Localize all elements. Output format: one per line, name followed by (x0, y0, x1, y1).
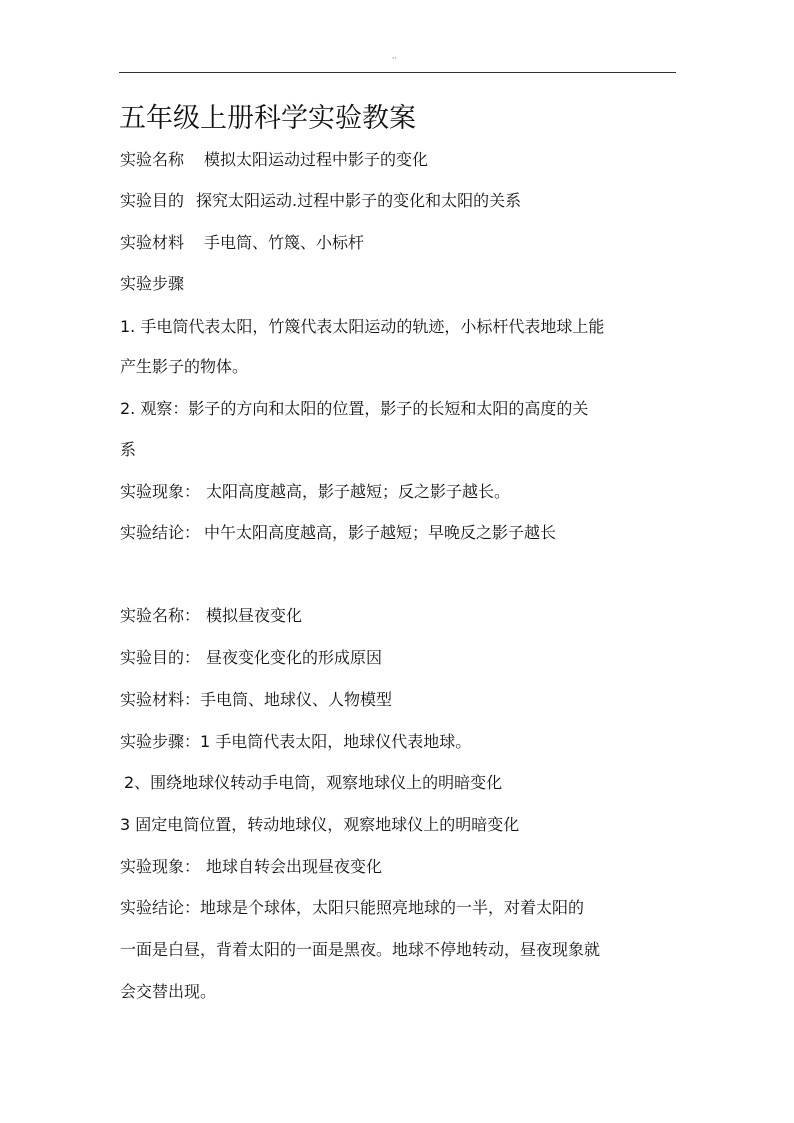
exp2-purpose-line (120, 646, 382, 670)
exp2-steps-label: 实验步骤： (120, 732, 201, 751)
exp1-conclusion-value: 中午太阳高度越高，影子越短；早晚反之影子越长 (204, 523, 557, 542)
exp2-conclusion-line3: 会交替出现。 (120, 982, 217, 1001)
exp2-conclusion-label: 实验结论： (120, 898, 201, 917)
exp2-conclusion-line1 (120, 896, 584, 920)
exp2-step1: 1 手电筒代表太阳，地球仪代表地球。 (200, 732, 472, 751)
page-title: 五年级上册科学实验教案 (119, 103, 416, 134)
exp2-step3: 3 固定电筒位置，转动地球仪，观察地球仪上的明暗变化 (120, 815, 520, 834)
exp1-step1-line2: 产生影子的物体。 (120, 357, 249, 376)
exp2-step2: 2、围绕地球仪转动手电筒，观察地球仪上的明暗变化 (124, 773, 503, 792)
exp1-phenomenon-value: 太阳高度越高，影子越短；反之影子越长。 (206, 482, 511, 501)
exp1-conclusion-line (120, 521, 556, 545)
exp1-step2-line2: 系 (120, 440, 137, 459)
exp2-purpose-value: 昼夜变化变化的形成原因 (206, 648, 383, 667)
exp2-materials-label: 实验材料： (120, 690, 201, 709)
exp2-phenomenon-value: 地球自转会出现昼夜变化 (206, 857, 383, 876)
exp1-step2-line1: 2. 观察：影子的方向和太阳的位置，影子的长短和太阳的高度的关 (120, 399, 589, 418)
exp1-name-line (120, 148, 428, 172)
exp2-phenomenon-line (120, 855, 382, 879)
exp2-name-value: 模拟昼夜变化 (206, 606, 303, 625)
exp1-purpose-label: 实验目的 (120, 191, 185, 210)
header-mark: '' (392, 56, 398, 64)
exp1-name-label: 实验名称 (120, 150, 185, 169)
exp1-materials-line (120, 231, 364, 255)
exp2-phenomenon-label: 实验现象： (120, 857, 201, 876)
exp1-step1-line1: 1. 手电筒代表太阳，竹篾代表太阳运动的轨迹，小标杆代表地球上能 (120, 317, 605, 336)
exp2-materials-value: 手电筒、地球仪、人物模型 (200, 690, 393, 709)
exp1-name-value: 模拟太阳运动过程中影子的变化 (204, 150, 429, 169)
exp2-steps-line (120, 730, 471, 754)
exp1-conclusion-label: 实验结论： (120, 523, 201, 542)
exp2-name-label: 实验名称： (120, 606, 201, 625)
exp2-conclusion-line2: 一面是白昼，背着太阳的一面是黑夜。地球不停地转动，昼夜现象就 (120, 940, 601, 959)
exp1-phenomenon-label: 实验现象： (120, 482, 201, 501)
exp1-purpose-line (120, 189, 521, 213)
exp1-materials-label: 实验材料 (120, 233, 185, 252)
header-rule (119, 72, 676, 73)
exp2-name-line (120, 604, 302, 628)
exp2-conclusion-line1-text: 地球是个球体，太阳只能照亮地球的一半，对着太阳的 (200, 898, 585, 917)
exp1-materials-value: 手电筒、竹篾、小标杆 (204, 233, 365, 252)
exp1-phenomenon-line (120, 480, 510, 504)
exp2-materials-line (120, 688, 392, 712)
exp1-purpose-value: 探究太阳运动.过程中影子的变化和太阳的关系 (196, 191, 522, 210)
exp1-steps-label: 实验步骤 (120, 274, 185, 293)
exp2-purpose-label: 实验目的： (120, 648, 201, 667)
